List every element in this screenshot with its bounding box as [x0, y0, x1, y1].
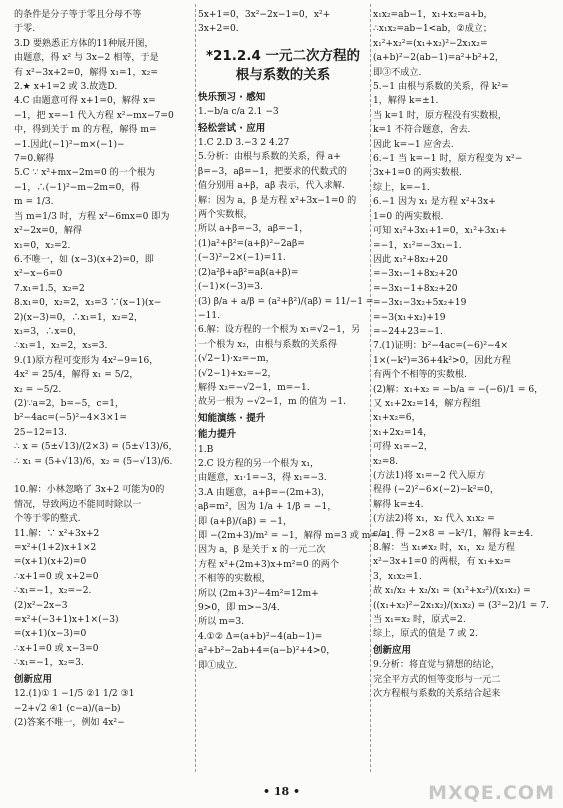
middle-body-line: 解得 x₂=−√2−1，m=−1. [198, 382, 310, 393]
middle-body-line: 知能演练 · 提升 [198, 412, 266, 424]
right-column-line: (方法1)将 x₁=−2 代入原方 [373, 471, 486, 481]
right-column-line: x₁x₂=ab−1，x₁+x₂=a+b， [373, 10, 493, 20]
right-column-line: x²−3x+1=0 的两根，有 x₁+x₂= [373, 557, 512, 568]
left-column-line: x²−x−6=0 [14, 269, 63, 280]
middle-body-line: 一个根为 x₂，由根与系数的关系得 [198, 339, 337, 350]
right-column-line: 6.−1 当 k=−1 时，原方程变为 x²− [373, 154, 523, 165]
left-column-line: =(x+1)(x−3)=0 [14, 629, 87, 640]
left-column-line: ∴ x = (5±√13)/(2×3) = (5±√13)/6， [14, 442, 178, 453]
middle-body-line: 因为 a，β 是关于 x 的一元二次 [198, 545, 326, 556]
left-column-line: 情况，导致两边不能同时除以一 [14, 499, 142, 510]
column-divider-right [370, 4, 371, 772]
left-column-line: =(x+1)(x+2)=0 [14, 557, 87, 568]
right-column-line: x₁+2x₂=14， [373, 427, 433, 438]
right-column-line: 5.−1 由根与系数的关系，得 k²= [373, 82, 509, 93]
left-column-line: =x²+(1+2)x+1×2 [14, 543, 97, 554]
answer-column-left [14, 8, 192, 778]
left-column-line: 的条件是分子等于零且分母不等 [14, 10, 142, 20]
middle-body-line: 解：因为 a，β 是方程 x²+3x−1=0 的 [198, 195, 357, 206]
left-column-line: 5.C ∵ x²+mx−2m=0 的一个根为 [14, 168, 156, 179]
left-column-line: 3.D 要熟悉正方体的11种展开图， [14, 38, 154, 49]
left-column-line: 个等于零的整式. [14, 514, 81, 525]
left-column-line: −2+√2 ④1 (c−a)/(a−b) [14, 703, 121, 714]
right-column-line: 1×(−k²)=36+4k²>0，因此方程 [373, 355, 511, 366]
right-column-line: =−3(x₁+x₂)+19 [373, 312, 446, 323]
middle-body-line: 1.B [198, 444, 214, 455]
right-column-line: (2)解：x₁+x₂ = −b/a = −(−6)/1 = 6， [373, 384, 544, 395]
middle-body-line: (1)a²+β²=(a+β)²−2aβ= [198, 238, 305, 249]
right-column-line: 又 x₁+2x₂=14，解方程组 [373, 398, 481, 409]
middle-body-line: −11. [198, 310, 221, 321]
right-column-line: 3，x₁x₂=1. [373, 571, 422, 582]
middle-body-line: (√2−1)+x₂=−2， [198, 368, 277, 379]
middle-body-line: 6.解：设方程的一个根为 x₁=√2−1，另 [198, 325, 361, 336]
middle-body-line: 5.分析：由根与系数的关系，得 a+ [198, 152, 341, 163]
middle-body-line: 方程 x²+(2m+3)x+m²=0 的两个 [198, 559, 339, 570]
right-column-line: ∴x₁x₂=ab−1<ab，②成立； [373, 24, 492, 35]
left-column-line: x₁=0，x₂=2. [14, 240, 71, 251]
middle-body-line: 即①成立. [198, 660, 238, 671]
right-column-line: 即③不成立. [373, 67, 422, 78]
middle-body-line: 轻松尝试 · 应用 [198, 122, 266, 134]
right-column-line: 1=0 的两实数根. [373, 211, 444, 222]
left-column-line: 2)(x−3)=0，∴x₁=1，x₂=2， [14, 312, 144, 323]
left-column-line: 9.(1)原方程可变形为 4x²−9=16， [14, 355, 159, 366]
right-column-line: 解得 k=±4. [373, 499, 424, 510]
left-column-line: 7=0.解得 [14, 154, 55, 165]
right-column-line: (方法2)将 x₁，x₂ 代入 x₁x₂ = [373, 514, 495, 525]
left-column-line: 7.x₁=1.5，x₂=2 [14, 283, 85, 294]
left-column-line: (2)x²−2x−3 [14, 600, 68, 611]
right-column-line: =−1，x₁²=−3x₁−1. [373, 240, 462, 251]
right-column-line: 3x+1=0 的两实数根. [373, 168, 462, 179]
middle-body-line: 即 (a+β)/(aβ) = −1， [198, 516, 293, 527]
right-column-line: 1，解得 k=±1. [373, 96, 439, 107]
left-column-line: m = 1/3. [14, 197, 54, 208]
middle-body-line: 1.−b/a c/a 2.1 −3 [198, 107, 279, 118]
left-column-line: =x²+(−3+1)x+1×(−3) [14, 615, 119, 626]
middle-body-line: 1.C 2.D 3.−3 2 4.27 [198, 138, 290, 149]
right-column-line: 有两个不相等的实数根. [373, 370, 467, 381]
middle-body-line: 故另一根为 −√2−1，m 的值为 −1. [198, 397, 347, 408]
left-column-line: 6.不唯一，如 (x−3)(x+2)=0，即 [14, 254, 154, 265]
column-divider-left [195, 4, 196, 772]
middle-body-line: 所以 a+β=−3，aβ=−1， [198, 224, 309, 235]
left-column-line: x₂ = −5/2. [14, 384, 62, 395]
left-column-line: 11.解：∵ x²+3x+2 [14, 528, 100, 539]
right-column-line: 7.(1)证明：b²−4ac=(−6)²−4× [373, 341, 509, 352]
left-column-line: ∴ x₁ = (5+√13)/6，x₂ = (5−√13)/6. [14, 456, 173, 467]
right-column-line: =−24+23=−1. [373, 326, 443, 337]
left-column-line: 当 m=1/3 时，方程 x²−6mx=0 即为 [14, 211, 170, 222]
right-column-line: ((x₁+x₂)²−2x₁x₂)/(x₁x₂) = (3²−2)/1 = 7. [373, 600, 549, 611]
middle-top-line: 3x+2=0. [198, 24, 239, 35]
right-column-line: c/a，得 −2×8 = −k²/1，解得 k=±4. [373, 528, 534, 539]
middle-body-line: (−1)×(−3)=3. [198, 282, 263, 293]
left-column-line: (2)∵a=2，b=−5，c=1， [14, 398, 125, 409]
left-column-line: 25−12=13. [14, 427, 67, 438]
left-column-line: ∴x₁=−1，x₂=−2. [14, 586, 92, 597]
right-column-line: k=1 不符合题意，舍去. [373, 125, 471, 136]
right-column-line: 程得 (−2)²−6×(−2)−k²=0， [373, 485, 500, 496]
left-column-line: 4.C 由题意可得 x+1=0，解得 x= [14, 96, 156, 107]
left-column-line: x₃=3，∴x=0， [14, 326, 82, 337]
right-column-line: 完全平方式的恒等变形与一元二 [373, 674, 501, 685]
left-column-line: b²−4ac=(−5)²−4×3×1= [14, 413, 127, 424]
left-column-line: 于零. [14, 24, 36, 35]
middle-body-line: 由题意，x₁·1=−3，得 x₁=−3. [198, 473, 327, 484]
left-column-line [14, 469, 192, 483]
right-column-line: x₁+x₂=6， [373, 413, 421, 424]
middle-top-text [198, 8, 368, 37]
right-column-line: 综上，原式的值是 7 或 2. [373, 629, 478, 640]
middle-body-line: 即 −(2m+3)/m² = −1，解得 m=3 或 m=−1. [198, 531, 395, 541]
right-column-line: 综上，k=−1. [373, 182, 430, 193]
middle-body-line: 2.C 设方程的另一个根为 x₁， [198, 458, 320, 469]
right-column-line: 当 x₁=x₂ 时，原式=2. [373, 615, 466, 626]
left-column-line: x²−2x=0，解得 [14, 226, 82, 237]
right-column-line: 因此 k=−1 应舍去. [373, 139, 454, 150]
middle-body-line: 所以 (2m+3)²−4m²=12m+ [198, 588, 319, 599]
middle-body-line: (3) β/a + a/β = (a²+β²)/(aβ) = 11/−1 = [198, 296, 374, 307]
section-heading-line: *21.2.4 一元二次方程的 [205, 47, 361, 64]
left-column-line: 2.★ x+1=2 或 3.故选D. [14, 82, 118, 93]
right-column-line: 6.−1 因为 x₁ 是方程 x²+3x+ [373, 197, 496, 208]
right-column-line: 故 x₁/x₂ + x₂/x₁ = (x₁²+x₂²)/(x₁x₂) = [373, 586, 531, 597]
answer-column-right [373, 8, 553, 778]
right-column-line: 可知 x₁²+3x₁+1=0，x₁²+3x₁+ [373, 226, 507, 237]
middle-body-line: 值分别用 a+β，aβ 表示，代入求解. [198, 181, 345, 192]
left-column-line: 有 x²−3x+2=0，解得 x₁=1，x₂= [14, 67, 158, 78]
left-column-line: ∴x+1=0 或 x+2=0 [14, 571, 99, 582]
right-column-line: 8.解：当 x₁≠x₂ 时，x₁，x₂ 是方程 [373, 543, 515, 554]
section-heading [198, 47, 368, 85]
page-number: • 18 • [262, 785, 301, 798]
middle-body-line: β=−3，aβ=−1，把要求的代数式的 [198, 166, 347, 177]
left-column-line: ∴x₁=−1，x₂=3. [14, 658, 84, 669]
middle-body-line: 两个实数根， [198, 210, 253, 221]
middle-body-line: (−3)²−2×(−1)=11. [198, 253, 286, 264]
right-column-line: =−3x₁−3x₂+5x₂+19 [373, 298, 467, 309]
middle-body-line: (2)a²β+aβ²=aβ(a+β)= [198, 267, 299, 278]
middle-top-line: 5x+1=0，3x²−2x−1=0，x²+ [198, 10, 331, 20]
watermark: MXQE.COM [428, 782, 555, 804]
left-column-line: (2)答案不唯一，例如 4x²− [14, 717, 125, 728]
middle-body-line: 能力提升 [198, 429, 237, 441]
middle-body-line: (√2−1)·x₂=−m， [198, 354, 275, 365]
middle-body-line: 所以 m=3. [198, 617, 244, 628]
right-column-line: 9.分析：将直觉与猜想的结论， [373, 660, 500, 671]
left-column-line: −1，把 x=−1 代入方程 x²−mx−7=0 [14, 110, 174, 121]
middle-body-line: a²+b²−2ab+4=(a−b)²+4>0， [198, 646, 336, 657]
right-column-line: =−3x₁−1+8x₂+20 [373, 269, 458, 280]
left-column-line: 由题意，得 x² 与 3x−2 相等，于是 [14, 53, 159, 64]
right-column-line: 当 k=1 时，原方程没有实数根， [373, 110, 507, 121]
middle-body-line: 4.①② Δ=(a+b)²−4(ab−1)= [198, 631, 323, 642]
middle-body-line: 3.A 由题意，a+β=−(2m+3)， [198, 487, 331, 498]
middle-body-line: 9>0，即 m>−3/4. [198, 603, 280, 614]
right-column-line: 创新应用 [373, 644, 412, 656]
middle-body-line: 不相等的实数根， [198, 574, 271, 585]
right-column-line: =−3x₁−1+8x₂+20 [373, 283, 458, 294]
left-column-line: −1.因此(−1)²−m×(−1)− [14, 139, 125, 150]
middle-body-line: aβ=m²，因为 1/a + 1/β = −1， [198, 502, 337, 513]
left-column-line: 4x² = 25/4，解得 x₁ = 5/2， [14, 370, 139, 381]
section-heading-line: 根与系数的关系 [235, 66, 331, 83]
right-column-line: (a+b)²−2(ab−1)=a²+b²+2， [373, 53, 505, 64]
left-column-line: 12.(1)① 1 −1/5 ②1 1/2 ③1 [14, 689, 135, 700]
left-column-line: 10.解：小林忽略了 3x+2 可能为0的 [14, 485, 165, 496]
left-column-line: 中，得到关于 m 的方程，解得 m= [14, 125, 157, 136]
right-column-line: x₁²+x₂²=(x₁+x₂)²−2x₁x₂= [373, 38, 488, 49]
left-column-line: −1，∴(−1)²−m−2m=0，得 [14, 182, 140, 193]
left-column-line: ∴x+1=0 或 x−3=0 [14, 643, 99, 654]
right-column-line: 次方程根与系数的关系结合起来 [373, 689, 501, 700]
left-column-line: 创新应用 [14, 673, 53, 685]
right-column-line: x₂=8. [373, 456, 399, 467]
left-column-line: 8.x₁=0，x₂=2，x₃=3 ∵(x−1)(x− [14, 298, 162, 309]
left-column-line: ∴x₁=1，x₂=2，x₃=3. [14, 341, 108, 352]
right-column-line: 可得 x₁=−2， [373, 442, 433, 453]
middle-body-line: 快乐预习 · 感知 [198, 91, 266, 103]
right-column-line: 因此 x₁²+8x₂+20 [373, 254, 448, 265]
